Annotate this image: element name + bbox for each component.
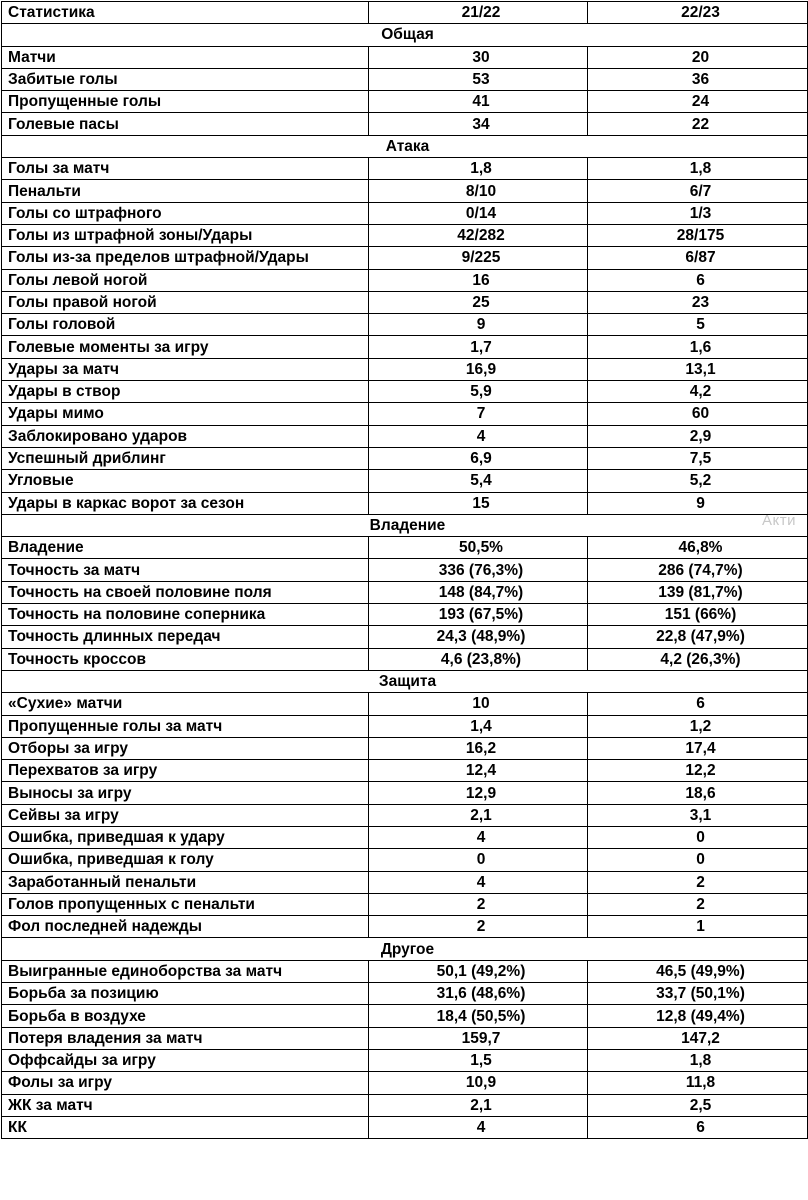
section-title: Другое [2,938,808,960]
stat-name-cell: Голы со штрафного [2,202,369,224]
section-title: Атака [2,135,808,157]
section-header-row [2,135,808,157]
table-row [2,916,808,938]
stat-name-cell: Точность на своей половине поля [2,581,369,603]
section-header-row [2,514,808,536]
stat-name-cell: Выигранные единоборства за матч [2,960,369,982]
season-a-value: 0/14 [369,202,588,224]
table-row [2,336,808,358]
table-row [2,1072,808,1094]
season-a-value: 42/282 [369,224,588,246]
season-a-value: 7 [369,403,588,425]
stat-name-cell: Удары мимо [2,403,369,425]
season-b-value: 9 [588,492,808,514]
season-b-value: 139 (81,7%) [588,581,808,603]
season-a-value: 2,1 [369,1094,588,1116]
season-a-value: 0 [369,849,588,871]
season-a-value: 18,4 (50,5%) [369,1005,588,1027]
season-b-value: 22 [588,113,808,135]
season-b-value: 147,2 [588,1027,808,1049]
table-row [2,804,808,826]
table-row [2,1027,808,1049]
season-a-value: 8/10 [369,180,588,202]
header-stat-name: Статистика [2,2,369,24]
season-a-value: 336 (76,3%) [369,559,588,581]
table-row [2,693,808,715]
table-row [2,91,808,113]
stat-name-cell: Голы правой ногой [2,291,369,313]
stat-name-cell: Точность кроссов [2,648,369,670]
season-a-value: 53 [369,68,588,90]
stat-name-cell: Перехватов за игру [2,760,369,782]
table-row [2,247,808,269]
table-row [2,447,808,469]
stat-name-cell: Потеря владения за матч [2,1027,369,1049]
table-row [2,68,808,90]
season-b-value: 46,8% [588,537,808,559]
season-a-value: 1,8 [369,158,588,180]
table-row [2,425,808,447]
season-a-value: 5,4 [369,470,588,492]
season-a-value: 4 [369,425,588,447]
stat-name-cell: Голы из штрафной зоны/Удары [2,224,369,246]
season-a-value: 1,7 [369,336,588,358]
stat-name-cell: Голы из-за пределов штрафной/Удары [2,247,369,269]
table-row [2,782,808,804]
stats-body [2,24,808,1139]
season-b-value: 151 (66%) [588,604,808,626]
table-row [2,46,808,68]
stat-name-cell: Удары за матч [2,358,369,380]
stat-name-cell: Фолы за игру [2,1072,369,1094]
season-a-value: 148 (84,7%) [369,581,588,603]
season-b-value: 0 [588,826,808,848]
table-row [2,158,808,180]
stat-name-cell: Точность на половине соперника [2,604,369,626]
season-b-value: 286 (74,7%) [588,559,808,581]
season-a-value: 15 [369,492,588,514]
season-b-value: 60 [588,403,808,425]
stat-name-cell: Владение [2,537,369,559]
season-b-value: 7,5 [588,447,808,469]
table-row [2,403,808,425]
season-b-value: 17,4 [588,737,808,759]
season-a-value: 193 (67,5%) [369,604,588,626]
table-row [2,871,808,893]
season-b-value: 13,1 [588,358,808,380]
season-b-value: 4,2 [588,381,808,403]
season-b-value: 23 [588,291,808,313]
season-a-value: 9 [369,314,588,336]
season-b-value: 6 [588,1116,808,1138]
table-row [2,202,808,224]
table-row [2,626,808,648]
section-title: Защита [2,670,808,692]
season-a-value: 6,9 [369,447,588,469]
section-title: Владение [2,514,808,536]
season-b-value: 36 [588,68,808,90]
season-b-value: 1,8 [588,1049,808,1071]
header-season-a: 21/22 [369,2,588,24]
table-row [2,581,808,603]
season-a-value: 12,4 [369,760,588,782]
season-b-value: 24 [588,91,808,113]
stat-name-cell: «Сухие» матчи [2,693,369,715]
table-row [2,826,808,848]
season-a-value: 50,5% [369,537,588,559]
header-season-b: 22/23 [588,2,808,24]
stat-name-cell: Голы левой ногой [2,269,369,291]
table-row [2,537,808,559]
stat-name-cell: Выносы за игру [2,782,369,804]
stat-name-cell: Точность длинных передач [2,626,369,648]
season-a-value: 2 [369,916,588,938]
stat-name-cell: Угловые [2,470,369,492]
table-row [2,358,808,380]
season-b-value: 6/87 [588,247,808,269]
season-a-value: 16,9 [369,358,588,380]
season-a-value: 4 [369,871,588,893]
table-row [2,492,808,514]
season-b-value: 3,1 [588,804,808,826]
season-a-value: 5,9 [369,381,588,403]
stats-table [1,1,808,1139]
section-title: Общая [2,24,808,46]
season-a-value: 159,7 [369,1027,588,1049]
stat-name-cell: Матчи [2,46,369,68]
season-b-value: 2,5 [588,1094,808,1116]
table-row [2,1116,808,1138]
table-row [2,291,808,313]
stat-name-cell: КК [2,1116,369,1138]
season-b-value: 1,6 [588,336,808,358]
stat-name-cell: Борьба в воздухе [2,1005,369,1027]
season-a-value: 25 [369,291,588,313]
stat-name-cell: Заблокировано ударов [2,425,369,447]
table-row [2,849,808,871]
table-row [2,559,808,581]
table-row [2,715,808,737]
season-b-value: 11,8 [588,1072,808,1094]
table-row [2,470,808,492]
season-a-value: 41 [369,91,588,113]
stat-name-cell: Ошибка, приведшая к удару [2,826,369,848]
stat-name-cell: Голов пропущенных с пенальти [2,893,369,915]
season-a-value: 24,3 (48,9%) [369,626,588,648]
stat-name-cell: Пропущенные голы [2,91,369,113]
season-b-value: 6 [588,269,808,291]
stat-name-cell: Голевые моменты за игру [2,336,369,358]
season-b-value: 1,2 [588,715,808,737]
table-row [2,604,808,626]
season-a-value: 16,2 [369,737,588,759]
stat-name-cell: Ошибка, приведшая к голу [2,849,369,871]
season-b-value: 0 [588,849,808,871]
season-b-value: 4,2 (26,3%) [588,648,808,670]
table-row [2,760,808,782]
season-b-value: 1,8 [588,158,808,180]
table-row [2,113,808,135]
table-row [2,381,808,403]
season-a-value: 12,9 [369,782,588,804]
stat-name-cell: Удары в створ [2,381,369,403]
section-header-row [2,938,808,960]
stat-name-cell: Забитые голы [2,68,369,90]
season-b-value: 22,8 (47,9%) [588,626,808,648]
season-b-value: 5 [588,314,808,336]
season-b-value: 12,8 (49,4%) [588,1005,808,1027]
season-b-value: 2 [588,871,808,893]
stat-name-cell: Голы за матч [2,158,369,180]
table-row [2,737,808,759]
season-b-value: 2,9 [588,425,808,447]
section-header-row [2,24,808,46]
season-a-value: 10,9 [369,1072,588,1094]
table-row [2,180,808,202]
season-a-value: 2 [369,893,588,915]
stat-name-cell: Борьба за позицию [2,983,369,1005]
season-a-value: 9/225 [369,247,588,269]
season-a-value: 4 [369,826,588,848]
season-b-value: 12,2 [588,760,808,782]
season-a-value: 10 [369,693,588,715]
table-row [2,1094,808,1116]
season-b-value: 18,6 [588,782,808,804]
table-row [2,983,808,1005]
table-row [2,648,808,670]
season-a-value: 4,6 (23,8%) [369,648,588,670]
stat-name-cell: Пропущенные голы за матч [2,715,369,737]
stat-name-cell: Отборы за игру [2,737,369,759]
season-b-value: 6/7 [588,180,808,202]
table-row [2,224,808,246]
stat-name-cell: ЖК за матч [2,1094,369,1116]
stat-name-cell: Фол последней надежды [2,916,369,938]
season-a-value: 4 [369,1116,588,1138]
season-a-value: 31,6 (48,6%) [369,983,588,1005]
table-row [2,893,808,915]
season-b-value: 33,7 (50,1%) [588,983,808,1005]
season-a-value: 34 [369,113,588,135]
stat-name-cell: Голевые пасы [2,113,369,135]
table-row [2,1005,808,1027]
table-row [2,269,808,291]
stat-name-cell: Успешный дриблинг [2,447,369,469]
season-a-value: 2,1 [369,804,588,826]
season-b-value: 1/3 [588,202,808,224]
season-b-value: 2 [588,893,808,915]
table-row [2,1049,808,1071]
season-b-value: 46,5 (49,9%) [588,960,808,982]
stat-name-cell: Удары в каркас ворот за сезон [2,492,369,514]
stat-name-cell: Точность за матч [2,559,369,581]
season-a-value: 1,5 [369,1049,588,1071]
season-b-value: 28/175 [588,224,808,246]
stat-name-cell: Заработанный пенальти [2,871,369,893]
stat-name-cell: Сейвы за игру [2,804,369,826]
stat-name-cell: Пенальти [2,180,369,202]
season-b-value: 1 [588,916,808,938]
season-a-value: 1,4 [369,715,588,737]
section-header-row [2,670,808,692]
table-row [2,314,808,336]
stat-name-cell: Оффсайды за игру [2,1049,369,1071]
season-b-value: 5,2 [588,470,808,492]
season-a-value: 30 [369,46,588,68]
season-b-value: 20 [588,46,808,68]
table-row [2,960,808,982]
stat-name-cell: Голы головой [2,314,369,336]
season-a-value: 16 [369,269,588,291]
season-a-value: 50,1 (49,2%) [369,960,588,982]
activation-watermark: Акти [762,512,796,529]
season-b-value: 6 [588,693,808,715]
header-row [2,2,808,24]
